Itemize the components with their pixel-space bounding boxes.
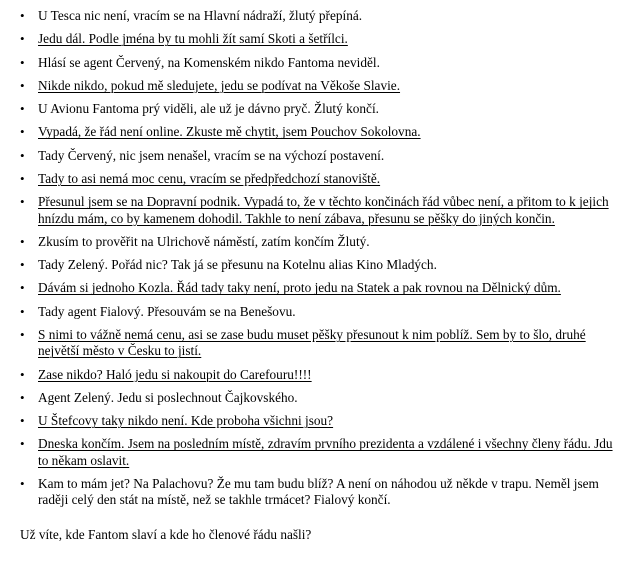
list-item	[20, 436, 613, 468]
list-item	[20, 390, 613, 406]
message-text: Kam to mám jet? Na Palachovu? Že mu tam budu blíž? A není on náhodou už někde v trapu. Neměl jsem raději celý den stát na místě, než se takhle trmácet? Fialový končí.	[38, 475, 599, 508]
message-text: Tady Červený, nic jsem nenašel, vracím se na výchozí postavení.	[38, 147, 385, 163]
message-text: Dávám si jednoho Kozla. Řád tady taky není, proto jedu na Statek a pak rovnou na Dělnický dům.	[38, 280, 561, 296]
message-text: S nimi to vážně nemá cenu, asi se zase budu muset pěšky přesunout k nim poblíž. Sem by to šlo, druhé největší město v Česku to jistí.	[38, 327, 586, 359]
list-item	[20, 171, 613, 187]
message-text: Agent Zelený. Jedu si poslechnout Čajkovského.	[38, 389, 298, 405]
list-item	[20, 31, 613, 47]
message-text: U Avionu Fantoma prý viděli, ale už je dávno pryč. Žlutý končí.	[38, 101, 379, 117]
list-item	[20, 280, 613, 296]
message-text: Hlásí se agent Červený, na Komenském nikdo Fantoma neviděl.	[38, 54, 380, 70]
list-item	[20, 257, 613, 273]
message-text: Zase nikdo? Haló jedu si nakoupit do Carefouru!!!!	[38, 366, 312, 382]
list-item	[20, 367, 613, 383]
message-text: U Štefcovy taky nikdo není. Kde proboha všichni jsou?	[38, 413, 334, 429]
message-text: Jedu dál. Podle jména by tu mohli žít samí Skoti a šetřílci.	[38, 31, 348, 47]
message-text: Přesunul jsem se na Dopravní podnik. Vypadá to, že v těchto končinách řád vůbec není, a přitom to k jejich hnízdu mám, co by kamenem dohodil. Takhle to není zábava, přesunu se pěšky do jiných končin.	[38, 194, 609, 226]
list-item	[20, 476, 613, 508]
message-text: Zkusím to prověřit na Ulrichově náměstí, zatím končím Žlutý.	[38, 233, 370, 249]
message-text: Dneska končím. Jsem na posledním místě, zdravím prvního prezidenta a vzdálené i všechny členy řádu. Jdu to někam oslavit.	[38, 436, 613, 468]
message-text: Vypadá, že řád není online. Zkuste mě chytit, jsem Pouchov Sokolovna.	[38, 124, 421, 140]
message-text: U Tesca nic není, vracím se na Hlavní nádraží, žlutý přepíná.	[38, 8, 363, 23]
list-item	[20, 78, 613, 94]
list-item	[20, 124, 613, 140]
message-text: Tady Zelený. Pořád nic? Tak já se přesunu na Kotelnu alias Kino Mladých.	[38, 257, 437, 273]
list-item	[20, 55, 613, 71]
list-item	[20, 194, 613, 226]
message-list	[20, 8, 613, 508]
list-item	[20, 148, 613, 164]
list-item	[20, 327, 613, 359]
list-item	[20, 8, 613, 24]
list-item	[20, 101, 613, 117]
message-text: Tady to asi nemá moc cenu, vracím se předpředchozí stanoviště.	[38, 171, 381, 187]
list-item	[20, 413, 613, 429]
message-text: Tady agent Fialový. Přesouvám se na Benešovu.	[38, 303, 296, 319]
message-text: Nikde nikdo, pokud mě sledujete, jedu se podívat na Věkoše Slavie.	[38, 77, 401, 93]
closing-question: Už víte, kde Fantom slaví a kde ho členové řádu našli?	[20, 527, 312, 543]
list-item	[20, 234, 613, 250]
list-item	[20, 304, 613, 320]
